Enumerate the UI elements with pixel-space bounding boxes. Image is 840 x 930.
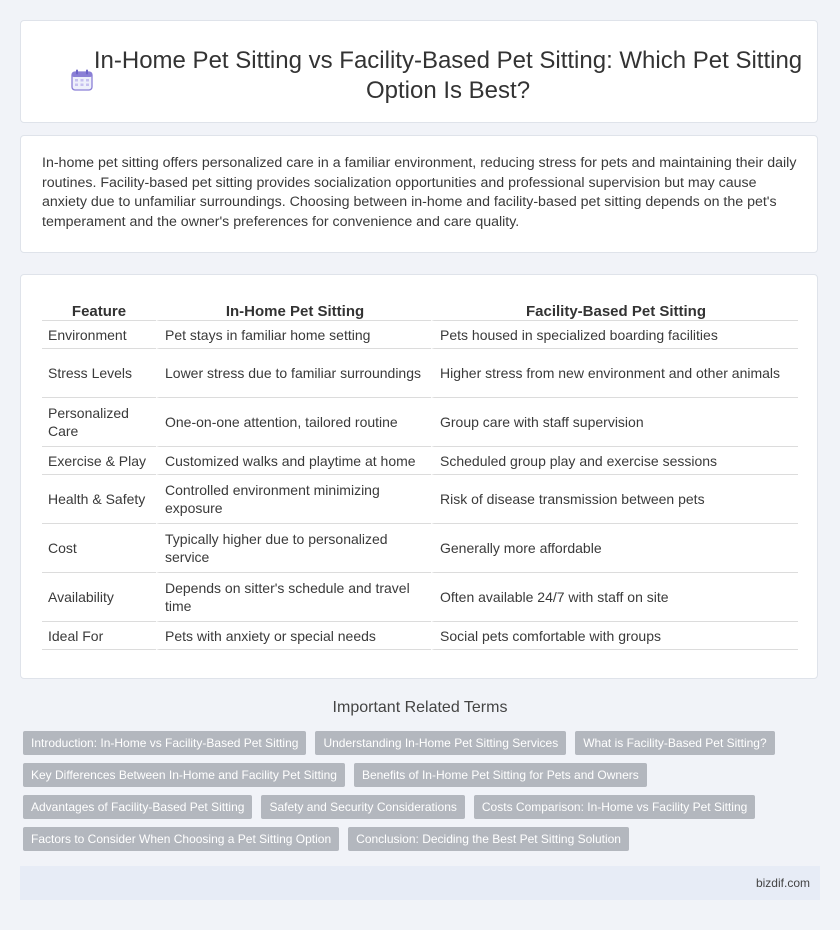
intro-card	[20, 135, 818, 253]
related-term-link[interactable]: Factors to Consider When Choosing a Pet Sitting Option	[23, 827, 339, 851]
related-term-link[interactable]: What is Facility-Based Pet Sitting?	[575, 731, 774, 755]
facility-cell: Social pets comfortable with groups	[431, 622, 798, 650]
table-row	[42, 573, 798, 622]
facility-cell: Often available 24/7 with staff on site	[431, 573, 798, 622]
feature-cell: Availability	[42, 573, 156, 622]
title-card	[20, 20, 818, 123]
in-home-cell: Pet stays in familiar home setting	[156, 321, 431, 349]
footer	[20, 866, 820, 900]
related-term-link[interactable]: Advantages of Facility-Based Pet Sitting	[23, 795, 252, 819]
related-term-link[interactable]: Benefits of In-Home Pet Sitting for Pets and Owners	[354, 763, 647, 787]
related-term-link[interactable]: Safety and Security Considerations	[261, 795, 464, 819]
comparison-table	[42, 296, 798, 650]
feature-cell: Stress Levels	[42, 349, 156, 398]
table-header-row	[42, 296, 798, 321]
in-home-cell: One-on-one attention, tailored routine	[156, 398, 431, 447]
table-row	[42, 475, 798, 524]
facility-cell: Scheduled group play and exercise sessions	[431, 447, 798, 475]
related-term-link[interactable]: Understanding In-Home Pet Sitting Services	[315, 731, 566, 755]
header-feature: Feature	[42, 296, 156, 321]
in-home-cell: Controlled environment minimizing exposure	[156, 475, 431, 524]
table-row	[42, 447, 798, 475]
facility-cell: Risk of disease transmission between pets	[431, 475, 798, 524]
in-home-cell: Lower stress due to familiar surroundings	[156, 349, 431, 398]
table-row	[42, 349, 798, 398]
in-home-cell: Typically higher due to personalized service	[156, 524, 431, 573]
facility-cell: Higher stress from new environment and other animals	[431, 349, 798, 398]
related-term-link[interactable]: Introduction: In-Home vs Facility-Based Pet Sitting	[23, 731, 306, 755]
facility-cell: Generally more affordable	[431, 524, 798, 573]
page-title: In-Home Pet Sitting vs Facility-Based Pet Sitting: Which Pet Sitting Option Is Best?	[93, 47, 803, 104]
feature-cell: Environment	[42, 321, 156, 349]
footer-site-name[interactable]: bizdif.com	[755, 876, 810, 890]
in-home-cell: Depends on sitter's schedule and travel time	[156, 573, 431, 622]
facility-cell: Pets housed in specialized boarding facilities	[431, 321, 798, 349]
header-in-home: In-Home Pet Sitting	[156, 296, 431, 321]
related-term-link[interactable]: Key Differences Between In-Home and Facility Pet Sitting	[23, 763, 345, 787]
header-facility: Facility-Based Pet Sitting	[431, 296, 798, 321]
table-row	[42, 524, 798, 573]
related-term-link[interactable]: Costs Comparison: In-Home vs Facility Pet Sitting	[474, 795, 755, 819]
comparison-table-card	[20, 274, 818, 679]
feature-cell: Exercise & Play	[42, 447, 156, 475]
related-terms-list	[23, 731, 813, 851]
feature-cell: Cost	[42, 524, 156, 573]
table-row	[42, 321, 798, 349]
feature-cell: Personalized Care	[42, 398, 156, 447]
facility-cell: Group care with staff supervision	[431, 398, 798, 447]
table-row	[42, 622, 798, 650]
feature-cell: Ideal For	[42, 622, 156, 650]
feature-cell: Health & Safety	[42, 475, 156, 524]
in-home-cell: Customized walks and playtime at home	[156, 447, 431, 475]
in-home-cell: Pets with anxiety or special needs	[156, 622, 431, 650]
related-terms-heading: Important Related Terms	[332, 699, 508, 716]
intro-paragraph: In-home pet sitting offers personalized care in a familiar environment, reducing stress for pets and maintaining their daily routines. Facility-based pet sitting provides socialization opportunities and professional supervision but may cause anxiety due to unfamiliar surroundings. Choosing between in-home and facility-based pet sitting depends on the pet's temperament and the owner's preferences for convenience and care quality.	[42, 155, 797, 230]
table-row	[42, 398, 798, 447]
related-term-link[interactable]: Conclusion: Deciding the Best Pet Sitting Solution	[348, 827, 629, 851]
